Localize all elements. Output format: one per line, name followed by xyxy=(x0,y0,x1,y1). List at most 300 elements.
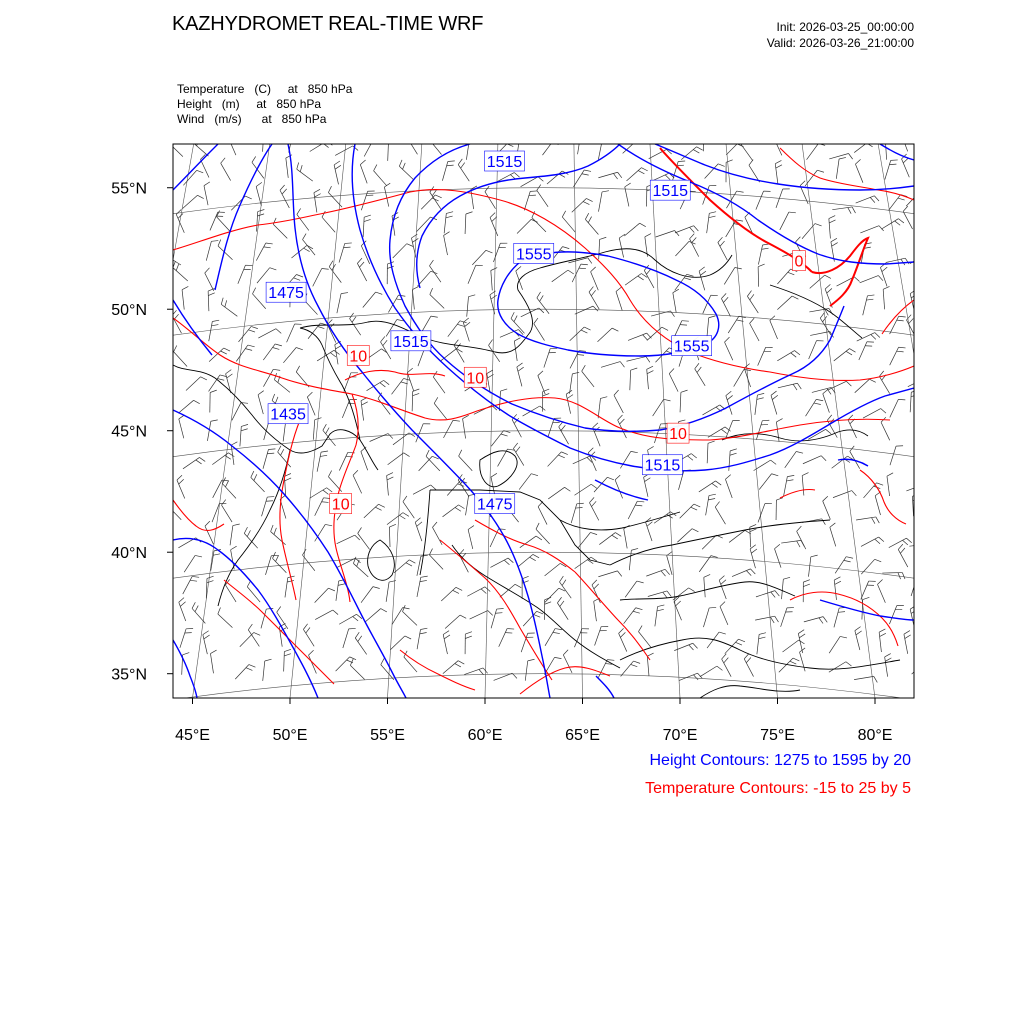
wind-barb xyxy=(806,399,824,416)
wind-barb xyxy=(715,502,725,525)
wind-barb xyxy=(205,268,214,291)
wind-barb xyxy=(394,560,415,573)
wind-barb xyxy=(303,234,316,256)
wind-barb xyxy=(654,512,676,524)
wind-barb xyxy=(575,306,598,314)
wind-barb xyxy=(412,286,418,309)
wind-barb xyxy=(880,263,887,286)
height-contour-label xyxy=(485,151,525,171)
svg-text:1515: 1515 xyxy=(644,457,681,475)
wind-barb xyxy=(562,211,575,232)
wind-barb xyxy=(459,549,468,572)
lat-tick-label: 40°N xyxy=(111,545,147,563)
wind-barb xyxy=(466,494,476,515)
wind-barb xyxy=(598,191,608,212)
wind-barb xyxy=(205,521,213,544)
wind-barb xyxy=(538,502,547,525)
wind-barb xyxy=(465,632,472,654)
wind-barb xyxy=(903,206,912,229)
wind-barb xyxy=(183,576,199,594)
lon-tick-label: 65°E xyxy=(565,727,600,744)
wind-barb xyxy=(807,144,826,160)
wind-barb xyxy=(218,607,233,627)
wind-barb xyxy=(885,654,892,677)
wind-barb xyxy=(545,563,567,575)
wind-barb xyxy=(252,288,265,309)
wind-barb xyxy=(317,451,328,472)
wind-barb xyxy=(174,346,187,367)
svg-text:1515: 1515 xyxy=(486,154,523,172)
meridian-line xyxy=(95,144,194,698)
wind-barb xyxy=(258,391,264,414)
wind-barb xyxy=(545,629,562,646)
wind-barb xyxy=(244,527,257,548)
wind-barb xyxy=(552,270,574,282)
wind-barb xyxy=(855,159,862,182)
wind-barb xyxy=(532,211,546,232)
wind-barb xyxy=(854,676,877,682)
height-contour-label xyxy=(672,336,712,356)
wind-barb xyxy=(679,673,702,680)
wind-barb xyxy=(430,288,444,308)
wind-barb xyxy=(240,632,260,646)
wind-barb xyxy=(458,159,469,181)
wind-barb xyxy=(421,195,441,209)
wind-barb xyxy=(624,223,645,236)
wind-barb xyxy=(623,140,644,154)
wind-barb xyxy=(675,241,695,256)
wind-barb xyxy=(384,183,390,206)
wind-barb xyxy=(855,627,862,650)
lat-tick-label: 50°N xyxy=(111,302,147,320)
wind-barb xyxy=(833,491,856,498)
wind-barb xyxy=(759,474,778,490)
wind-barb xyxy=(210,390,217,412)
wind-barb xyxy=(417,217,437,231)
wind-barb xyxy=(781,540,804,547)
wind-barb xyxy=(834,577,841,600)
wind-barb xyxy=(265,555,278,575)
wind-barb xyxy=(548,487,570,499)
wind-barb xyxy=(829,636,847,653)
wind-barb xyxy=(361,587,380,603)
wind-barb xyxy=(720,602,728,625)
height-contour-label xyxy=(514,243,554,263)
wind-barb xyxy=(329,261,341,283)
lat-tick-label: 45°N xyxy=(111,423,147,441)
wind-barb xyxy=(726,391,733,414)
lon-tick-label: 80°E xyxy=(857,727,893,744)
wind-barb xyxy=(470,611,493,619)
wind-barb xyxy=(881,417,890,440)
wind-barb xyxy=(211,549,221,570)
wind-barb xyxy=(519,474,538,490)
lat-tick-label: 35°N xyxy=(111,666,147,684)
wind-barb xyxy=(823,496,831,519)
wind-barb xyxy=(680,504,701,518)
wind-barb xyxy=(465,212,472,234)
wind-barb xyxy=(573,170,591,187)
wind-barb xyxy=(206,576,213,598)
wind-barb xyxy=(797,526,806,549)
wind-barb xyxy=(674,643,697,650)
wind-barb xyxy=(859,342,874,360)
wind-barb xyxy=(750,545,757,568)
wind-barb xyxy=(599,533,621,545)
wind-barb xyxy=(755,393,764,415)
wind-barb xyxy=(707,212,716,233)
wind-barb xyxy=(467,295,475,317)
meridian-line xyxy=(388,144,422,698)
wind-barb xyxy=(906,192,926,206)
wind-barb xyxy=(221,158,231,181)
wind-barb xyxy=(263,659,272,681)
wind-barb xyxy=(472,250,492,265)
wind-barb xyxy=(782,577,791,599)
wind-barb xyxy=(525,659,534,681)
wind-barb xyxy=(513,443,523,466)
wind-barb xyxy=(621,661,640,676)
wind-barb xyxy=(704,574,710,597)
wind-barb xyxy=(210,650,216,673)
wind-barb xyxy=(313,269,329,287)
wind-barb xyxy=(463,318,470,341)
wind-barb xyxy=(179,415,185,438)
wind-barb xyxy=(616,287,622,310)
wind-barb xyxy=(443,661,464,674)
wind-barb xyxy=(707,316,716,338)
wind-barb xyxy=(353,557,368,577)
wind-barb xyxy=(235,665,255,680)
wind-barb xyxy=(374,165,387,186)
wind-barb xyxy=(183,170,203,185)
wind-barb xyxy=(585,213,598,234)
wind-barb xyxy=(193,136,208,156)
wind-barb xyxy=(177,475,185,498)
wind-barb xyxy=(203,631,210,654)
wind-barb xyxy=(914,350,937,359)
wind-barb xyxy=(680,390,687,412)
wind-barb xyxy=(589,287,599,310)
wind-barb xyxy=(523,406,546,416)
wind-barb xyxy=(536,523,550,544)
wind-barb xyxy=(339,243,352,263)
wind-barb xyxy=(572,264,588,282)
wind-barb xyxy=(208,288,215,311)
wind-barb xyxy=(578,532,597,548)
wind-barb xyxy=(594,598,600,621)
wind-barb xyxy=(263,344,282,360)
wind-barb xyxy=(887,473,893,496)
wind-barb xyxy=(534,318,545,340)
wind-barb xyxy=(725,475,732,498)
wind-barb xyxy=(781,608,794,627)
wind-barb xyxy=(706,494,716,515)
wind-barb xyxy=(750,318,759,341)
wind-barb xyxy=(803,580,810,602)
wind-barb xyxy=(756,420,769,439)
wind-barb xyxy=(690,234,699,257)
wind-barb xyxy=(263,449,275,469)
wind-barb xyxy=(228,132,236,155)
wind-barb xyxy=(388,139,395,161)
wind-barb xyxy=(673,289,679,312)
wind-barb xyxy=(628,501,644,519)
svg-text:10: 10 xyxy=(466,370,485,388)
wind-barb xyxy=(777,269,797,284)
wind-barb xyxy=(625,274,647,286)
wind-barb xyxy=(828,381,851,390)
wind-barb xyxy=(310,488,333,498)
wind-barb xyxy=(280,185,289,208)
wind-barb xyxy=(381,336,391,359)
wind-barb xyxy=(601,362,624,368)
wind-barb xyxy=(695,363,705,386)
wind-barb xyxy=(591,267,599,290)
wind-barb xyxy=(182,286,188,309)
wind-barb xyxy=(258,329,281,338)
wind-barb xyxy=(393,244,413,258)
wind-barb xyxy=(232,403,248,421)
chart-title: KAZHYDROMET REAL-TIME WRF xyxy=(172,13,484,35)
wind-barb xyxy=(883,286,889,309)
wind-barb xyxy=(855,379,876,393)
wind-barb xyxy=(463,415,469,438)
wind-barb xyxy=(434,397,446,419)
wind-barb xyxy=(559,421,569,444)
wind-barb xyxy=(589,497,598,520)
wind-barb xyxy=(444,232,450,255)
wind-barb xyxy=(183,457,205,468)
wind-barb xyxy=(364,139,380,157)
svg-text:1515: 1515 xyxy=(652,183,689,201)
wind-barb xyxy=(856,517,879,524)
wind-barb xyxy=(582,365,594,387)
temperature-contour-label xyxy=(330,494,352,514)
wind-barb xyxy=(798,630,805,653)
wind-barb xyxy=(390,636,411,650)
lon-tick-label: 45°E xyxy=(175,727,210,744)
wind-barb xyxy=(217,211,231,232)
wind-barb xyxy=(537,292,549,314)
wind-barb xyxy=(262,497,275,517)
wind-barb xyxy=(303,624,314,646)
wind-barb xyxy=(207,420,217,441)
wind-barb xyxy=(675,226,698,233)
wind-barb xyxy=(571,503,584,523)
wind-barb xyxy=(180,628,193,647)
wind-barb xyxy=(499,629,514,647)
wind-barb xyxy=(653,399,671,416)
wind-barb xyxy=(629,548,638,570)
wind-barb xyxy=(337,293,348,314)
wind-barb xyxy=(454,340,464,363)
wind-barb xyxy=(834,607,846,627)
wind-barb xyxy=(297,208,309,230)
wind-barb xyxy=(310,141,333,151)
wind-barb xyxy=(915,441,923,463)
wind-barb xyxy=(885,160,898,180)
wind-barb xyxy=(417,555,428,576)
wind-barb xyxy=(708,427,731,437)
wind-barb xyxy=(627,168,648,181)
meridian-line xyxy=(650,144,680,698)
wind-barb xyxy=(557,597,568,619)
wind-barb xyxy=(758,264,764,287)
wind-barb xyxy=(673,588,695,600)
wind-barb xyxy=(524,191,537,211)
wind-barb xyxy=(230,524,240,545)
wind-barb xyxy=(912,493,919,516)
svg-text:1555: 1555 xyxy=(515,246,552,264)
wind-barb xyxy=(315,588,335,602)
wind-barb xyxy=(747,291,758,313)
field-wind: Wind (m/s) at 850 hPa xyxy=(177,112,327,126)
height-contour-label xyxy=(266,282,306,302)
parallel-line xyxy=(173,309,914,335)
wind-barb xyxy=(517,219,538,233)
wind-barb xyxy=(184,555,202,572)
wind-barb xyxy=(548,452,568,467)
wind-barb xyxy=(407,132,418,155)
wind-barb xyxy=(358,527,370,549)
wind-barb xyxy=(570,351,586,369)
wind-barb xyxy=(500,330,523,338)
wind-barb xyxy=(183,195,204,208)
wind-barb xyxy=(173,261,188,281)
wind-barb xyxy=(357,258,366,281)
svg-text:10: 10 xyxy=(669,426,687,444)
wind-barb xyxy=(854,140,876,152)
wind-barb xyxy=(879,371,889,394)
wind-barb xyxy=(289,132,300,153)
meridian-line xyxy=(574,144,583,698)
wind-barb xyxy=(570,327,591,341)
field-temperature: Temperature (C) at 850 hPa xyxy=(177,82,353,96)
wind-barb xyxy=(835,557,853,574)
wind-barb xyxy=(337,535,360,544)
wind-barb xyxy=(491,608,504,628)
wind-barb xyxy=(890,316,906,334)
wind-barb xyxy=(490,291,497,314)
meridian-line xyxy=(878,144,972,698)
wind-barb xyxy=(644,473,651,496)
wind-barb xyxy=(656,230,679,237)
wind-barb xyxy=(441,587,462,601)
wind-barb xyxy=(364,504,385,518)
wind-barb xyxy=(238,265,253,284)
wind-barb xyxy=(442,161,454,181)
wind-barb xyxy=(443,420,459,438)
wind-barb xyxy=(302,549,314,571)
wind-barb xyxy=(221,298,237,317)
wind-barb xyxy=(598,328,619,342)
wind-barb xyxy=(598,571,621,577)
wind-barb xyxy=(625,581,643,597)
lat-tick-label: 55°N xyxy=(111,180,147,198)
wind-barb xyxy=(725,337,733,360)
wind-barb xyxy=(699,267,706,290)
wind-barb xyxy=(647,327,668,340)
wind-barb xyxy=(863,409,886,418)
wind-barb xyxy=(251,471,265,492)
wind-barb xyxy=(273,552,287,573)
height-contour-label xyxy=(650,180,690,200)
temperature-contour-label xyxy=(464,367,486,387)
wind-barb xyxy=(204,182,210,205)
height-contour-label xyxy=(268,404,308,424)
wind-barb xyxy=(222,500,233,523)
wind-barb xyxy=(860,226,883,233)
wind-barb xyxy=(186,377,207,391)
wind-barb xyxy=(888,195,907,211)
height-contour-label xyxy=(642,455,682,475)
wind-barb xyxy=(361,397,368,420)
wind-barb xyxy=(517,363,524,386)
wind-barb xyxy=(703,607,716,627)
wind-barb xyxy=(615,475,623,498)
svg-text:1475: 1475 xyxy=(476,496,513,514)
wind-barb xyxy=(545,588,565,602)
wind-barb xyxy=(468,265,483,283)
wind-barb xyxy=(722,654,731,677)
wind-barb xyxy=(911,576,924,595)
wind-barb xyxy=(353,470,362,493)
wind-barb xyxy=(832,207,855,214)
wind-barb xyxy=(164,247,181,264)
wind-barb xyxy=(595,626,609,645)
wind-barb xyxy=(647,366,654,389)
wind-barb xyxy=(626,357,649,363)
wind-barb xyxy=(780,212,796,230)
wind-barb xyxy=(415,518,422,541)
wind-barb xyxy=(744,654,753,677)
svg-text:0: 0 xyxy=(794,253,804,271)
wind-barb xyxy=(468,526,474,549)
wind-barb xyxy=(809,341,824,359)
wind-barb xyxy=(906,484,929,491)
wind-barb xyxy=(755,616,778,623)
wind-barb xyxy=(178,400,199,413)
wind-barb xyxy=(890,446,903,465)
wind-barb xyxy=(732,569,755,577)
wind-barb xyxy=(908,378,931,387)
wind-barb xyxy=(236,345,254,361)
wind-barb xyxy=(209,375,227,391)
wind-barb xyxy=(419,456,439,471)
wind-barb xyxy=(879,629,886,652)
wind-barb xyxy=(776,498,783,520)
wind-barb xyxy=(915,278,938,285)
wind-barb xyxy=(875,492,881,515)
wind-barb xyxy=(901,128,908,151)
wind-barb xyxy=(209,320,219,341)
wind-barb xyxy=(909,544,932,550)
wind-barb xyxy=(741,138,753,160)
wind-barb xyxy=(417,628,427,649)
wind-barb xyxy=(361,241,369,264)
wind-barb xyxy=(387,513,409,525)
wind-barb xyxy=(785,451,803,467)
wind-barb xyxy=(625,183,631,206)
wind-barb xyxy=(363,215,371,237)
wind-barb xyxy=(681,147,702,160)
wind-barb xyxy=(646,569,669,576)
wind-barb xyxy=(403,496,414,518)
wind-barb xyxy=(307,392,315,415)
wind-barb xyxy=(810,331,833,337)
wind-barb xyxy=(518,554,539,567)
